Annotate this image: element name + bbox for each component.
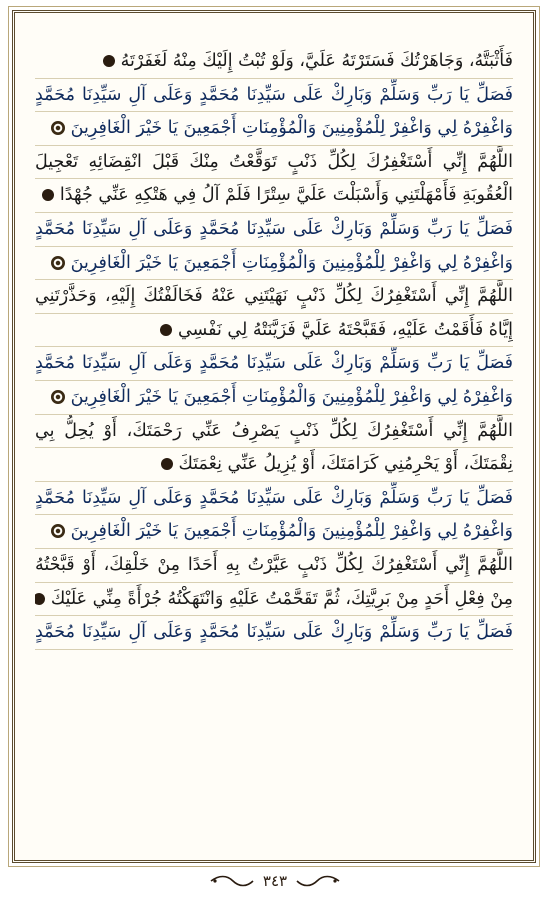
text-line bbox=[35, 381, 513, 415]
text-line bbox=[35, 112, 513, 146]
text-line bbox=[35, 179, 513, 213]
rosette-icon bbox=[51, 524, 65, 538]
text-line-content: إِيَّاهُ فَأَقَمْتُ عَلَيْهِ، فَقَبَّحْتَهُ عَلَيَّ فَزَيَّنَتْهُ لِي نَفْسِي bbox=[177, 319, 513, 340]
rosette-icon bbox=[51, 256, 65, 270]
text-line bbox=[35, 415, 513, 449]
text-line-content: اللَّهُمَّ إِنِّي أَسْتَغْفِرُكَ لِكُلِّ ذَنْبٍ يَصْرِفُ عَنِّي رَحْمَتَكَ، أَوْ يُحِلُّ بِي bbox=[35, 420, 513, 441]
section-end-dot-icon bbox=[42, 189, 54, 201]
text-line-content: نِقْمَتَكَ، أَوْ يَحْرِمُنِي كَرَامَتَكَ، أَوْ يُزِيلُ عَنِّي نِعْمَتَكَ bbox=[178, 454, 513, 475]
text-line bbox=[35, 347, 513, 381]
text-line bbox=[35, 45, 513, 79]
text-line bbox=[35, 549, 513, 583]
page-footer bbox=[0, 866, 550, 896]
text-line bbox=[35, 448, 513, 482]
text-line-content: فَصَلِّ يَا رَبِّ وَسَلِّمْ وَبَارِكْ عَلَى سَيِّدِنَا مُحَمَّدٍ وَعَلَى آلِ سَيِّدِنَا مُحَمَّدٍ bbox=[35, 353, 513, 374]
text-line-content: وَاغْفِرْهُ لِي وَاغْفِرْ لِلْمُؤْمِنِينَ وَالْمُؤْمِنَاتِ أَجْمَعِينَ يَا خَيْرَ الْغَافِرِينَ bbox=[70, 118, 513, 139]
text-line bbox=[35, 213, 513, 247]
left-ornament-icon bbox=[209, 873, 255, 889]
text-line-content: فَصَلِّ يَا رَبِّ وَسَلِّمْ وَبَارِكْ عَلَى سَيِّدِنَا مُحَمَّدٍ وَعَلَى آلِ سَيِّدِنَا مُحَمَّدٍ bbox=[35, 622, 513, 643]
text-body bbox=[35, 45, 513, 650]
section-end-dot-icon bbox=[103, 55, 115, 67]
text-line bbox=[35, 314, 513, 348]
text-line-content: وَاغْفِرْهُ لِي وَاغْفِرْ لِلْمُؤْمِنِينَ وَالْمُؤْمِنَاتِ أَجْمَعِينَ يَا خَيْرَ الْغَافِرِينَ bbox=[70, 252, 513, 273]
rosette-icon bbox=[51, 121, 65, 135]
text-line bbox=[35, 280, 513, 314]
text-line-content: اللَّهُمَّ إِنِّي أَسْتَغْفِرُكَ لِكُلِّ ذَنْبٍ نَهَيْتَنِي عَنْهُ فَخَالَفْتُكَ إِلَيْهِ، وَحَذَّرْتَنِي bbox=[35, 286, 513, 307]
text-line-content: مِنْ فِعْلِ أَحَدٍ مِنْ بَرِيَّتِكَ، ثُمَّ تَقَحَّمْتُ عَلَيْهِ وَانْتَهَكْتُهُ جُرْأَةً مِنِّي عَلَيْكَ bbox=[50, 588, 513, 609]
text-line-content: فَصَلِّ يَا رَبِّ وَسَلِّمْ وَبَارِكْ عَلَى سَيِّدِنَا مُحَمَّدٍ وَعَلَى آلِ سَيِّدِنَا مُحَمَّدٍ bbox=[35, 84, 513, 105]
text-line-content: فَصَلِّ يَا رَبِّ وَسَلِّمْ وَبَارِكْ عَلَى سَيِّدِنَا مُحَمَّدٍ وَعَلَى آلِ سَيِّدِنَا مُحَمَّدٍ bbox=[35, 487, 513, 508]
text-line bbox=[35, 146, 513, 180]
text-line bbox=[35, 515, 513, 549]
section-end-dot-icon bbox=[35, 593, 45, 605]
rosette-icon bbox=[51, 390, 65, 404]
section-end-dot-icon bbox=[161, 458, 173, 470]
text-line bbox=[35, 79, 513, 113]
text-line-content: الْعُقُوبَةِ فَأَمْهَلْتَنِي وَأَسْبَلْتَ عَلَيَّ سِتْرًا فَلَمْ آلُ فِي هَتْكِهِ عَنِّي جُهْدًا bbox=[59, 185, 513, 206]
right-ornament-icon bbox=[295, 873, 341, 889]
text-line bbox=[35, 482, 513, 516]
text-line-content: اللَّهُمَّ إِنِّي أَسْتَغْفِرُكَ لِكُلِّ ذَنْبٍ عَيَّرْتُ بِهِ أَحَدًا مِنْ خَلْقِكَ، أَوْ قَبَّحْتُهُ bbox=[35, 554, 513, 575]
section-end-dot-icon bbox=[160, 324, 172, 336]
text-line-content: فَصَلِّ يَا رَبِّ وَسَلِّمْ وَبَارِكْ عَلَى سَيِّدِنَا مُحَمَّدٍ وَعَلَى آلِ سَيِّدِنَا مُحَمَّدٍ bbox=[35, 218, 513, 239]
page-number: ٣٤٣ bbox=[262, 872, 288, 890]
page-frame bbox=[12, 10, 536, 863]
text-line-content: فَأَثْبَتَّهُ، وَجَاهَرْتُكَ فَسَتَرْتَهُ عَلَيَّ، وَلَوْ تُبْتُ إِلَيْكَ مِنْهُ لَغَفَرْتَهُ bbox=[120, 51, 513, 71]
text-line-content: اللَّهُمَّ إِنِّي أَسْتَغْفِرُكَ لِكُلِّ ذَنْبٍ تَوَقَّعْتُ مِنْكَ قَبْلَ انْقِضَائِهِ تَعْجِيلَ bbox=[35, 151, 513, 172]
text-line bbox=[35, 583, 513, 617]
text-line bbox=[35, 616, 513, 650]
text-line-content: وَاغْفِرْهُ لِي وَاغْفِرْ لِلْمُؤْمِنِينَ وَالْمُؤْمِنَاتِ أَجْمَعِينَ يَا خَيْرَ الْغَافِرِينَ bbox=[70, 386, 513, 407]
text-line-content: وَاغْفِرْهُ لِي وَاغْفِرْ لِلْمُؤْمِنِينَ وَالْمُؤْمِنَاتِ أَجْمَعِينَ يَا خَيْرَ الْغَافِرِينَ bbox=[70, 521, 513, 542]
text-line bbox=[35, 247, 513, 281]
